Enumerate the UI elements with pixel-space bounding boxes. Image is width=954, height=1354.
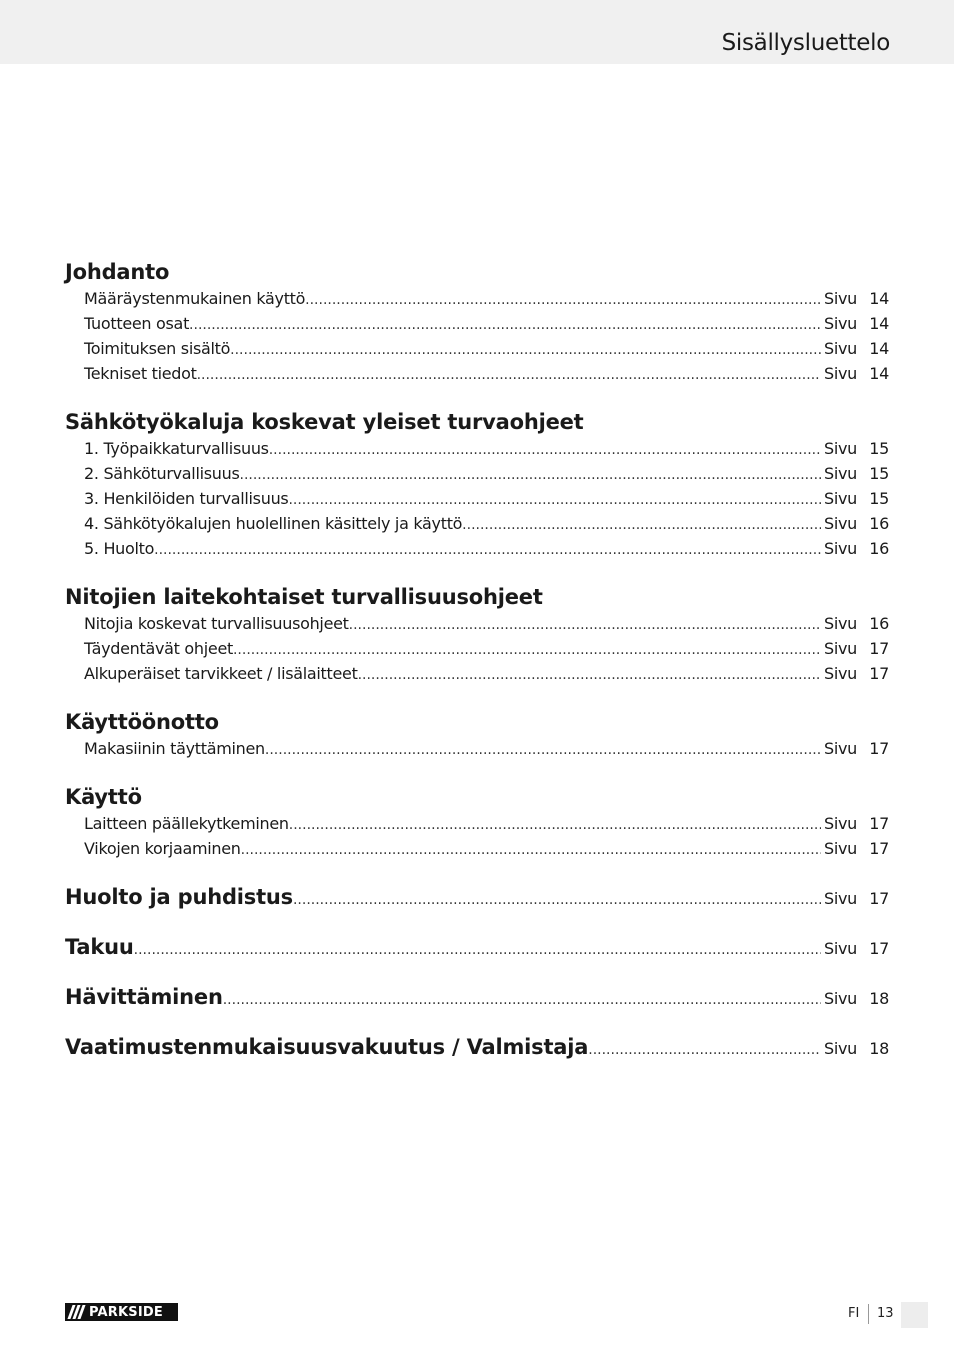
entry-label: Laitteen päällekytkeminen	[84, 814, 289, 833]
page-number: 18	[869, 989, 889, 1008]
entry-label: Hävittäminen	[65, 985, 223, 1009]
dot-leader	[154, 538, 821, 563]
dot-leader	[462, 513, 821, 538]
entry-label: Määräystenmukainen käyttö	[84, 289, 306, 308]
entry-label: 2. Sähköturvallisuus	[84, 464, 240, 483]
page-number: 17	[869, 889, 889, 908]
toc-entry	[65, 611, 889, 636]
table-of-contents	[65, 258, 889, 1083]
page-word: Sivu	[823, 639, 857, 658]
page-word: Sivu	[823, 464, 857, 483]
toc-entry	[65, 536, 889, 561]
toc-entry	[65, 311, 889, 336]
page-number: 15	[869, 464, 889, 483]
dot-leader	[588, 1036, 821, 1064]
toc-entry	[65, 836, 889, 861]
page-number: 17	[869, 639, 889, 658]
dot-leader	[289, 813, 821, 838]
toc-entry	[65, 336, 889, 361]
page-number: 17	[869, 664, 889, 683]
page-number: 16	[869, 539, 889, 558]
page-number: 17	[869, 939, 889, 958]
entry-label: Takuu	[65, 935, 134, 959]
toc-section	[65, 258, 889, 386]
entry-label: Tuotteen osat	[84, 314, 190, 333]
page-number: 14	[869, 364, 889, 383]
toc-section	[65, 408, 889, 561]
page-number: 15	[869, 439, 889, 458]
dot-leader	[233, 638, 821, 663]
page-word: Sivu	[823, 314, 857, 333]
dot-leader	[269, 438, 821, 463]
toc-entry	[65, 461, 889, 486]
language-code: FI	[848, 1306, 860, 1321]
page-number-footer: 13	[877, 1306, 894, 1321]
dot-leader	[293, 886, 821, 914]
page-number: 16	[869, 614, 889, 633]
dot-leader	[197, 363, 821, 388]
dot-leader	[265, 738, 821, 763]
entry-label: 5. Huolto	[84, 539, 155, 558]
entry-label: Makasiinin täyttäminen	[84, 739, 265, 758]
section-heading: Johdanto	[65, 260, 170, 284]
toc-top-entry	[65, 883, 889, 933]
page-word: Sivu	[823, 839, 857, 858]
toc-entry	[65, 811, 889, 836]
entry-label: Nitojia koskevat turvallisuusohjeet	[84, 614, 349, 633]
page-word: Sivu	[823, 889, 857, 908]
page-word: Sivu	[823, 489, 857, 508]
page-word: Sivu	[823, 514, 857, 533]
toc-section	[65, 783, 889, 861]
dot-leader	[240, 463, 821, 488]
dot-leader	[288, 488, 821, 513]
page-number: 14	[869, 314, 889, 333]
toc-entry	[65, 361, 889, 386]
entry-label: 1. Työpaikkaturvallisuus	[84, 439, 269, 458]
toc-entry	[65, 661, 889, 686]
dot-leader	[189, 313, 821, 338]
page-word: Sivu	[823, 939, 857, 958]
section-heading: Käyttöönotto	[65, 710, 219, 734]
entry-label: Huolto ja puhdistus	[65, 885, 293, 909]
page-number: 16	[869, 514, 889, 533]
entry-label: Tekniset tiedot	[84, 364, 197, 383]
page-number: 14	[869, 289, 889, 308]
dot-leader	[223, 986, 821, 1014]
toc-entry	[65, 511, 889, 536]
entry-label: Toimituksen sisältö	[84, 339, 231, 358]
toc-top-entry	[65, 933, 889, 983]
page-number: 18	[869, 1039, 889, 1058]
toc-top-entry	[65, 983, 889, 1033]
page-word: Sivu	[823, 289, 857, 308]
footer-divider	[868, 1304, 869, 1324]
footer-tab-box	[901, 1302, 928, 1328]
dot-leader	[134, 936, 821, 964]
toc-entry	[65, 736, 889, 761]
brand-name: PARKSIDE	[89, 1304, 163, 1320]
dot-leader	[241, 838, 821, 863]
page-title: Sisällysluettelo	[721, 30, 890, 56]
page-word: Sivu	[823, 664, 857, 683]
toc-entry	[65, 286, 889, 311]
page-word: Sivu	[823, 539, 857, 558]
toc-entry	[65, 486, 889, 511]
section-heading: Nitojien laitekohtaiset turvallisuusohjeet	[65, 585, 543, 609]
page-number: 17	[869, 739, 889, 758]
entry-label: 3. Henkilöiden turvallisuus	[84, 489, 289, 508]
dot-leader	[230, 338, 821, 363]
page-word: Sivu	[823, 614, 857, 633]
entry-label: Vaatimustenmukaisuusvakuutus / Valmistaja	[65, 1035, 589, 1059]
brand-logo	[65, 1303, 178, 1321]
dot-leader	[305, 288, 821, 313]
page-word: Sivu	[823, 814, 857, 833]
toc-entry	[65, 636, 889, 661]
dot-leader	[349, 613, 821, 638]
toc-section	[65, 583, 889, 686]
page-number: 14	[869, 339, 889, 358]
entry-label: Vikojen korjaaminen	[84, 839, 241, 858]
toc-top-entry	[65, 1033, 889, 1083]
page-word: Sivu	[823, 989, 857, 1008]
page-number: 17	[869, 814, 889, 833]
page-word: Sivu	[823, 439, 857, 458]
dot-leader	[358, 663, 821, 688]
stripes-icon	[65, 1303, 87, 1321]
section-heading: Sähkötyökaluja koskevat yleiset turvaohjeet	[65, 410, 584, 434]
page-word: Sivu	[823, 364, 857, 383]
entry-label: Täydentävät ohjeet	[84, 639, 233, 658]
page-word: Sivu	[823, 339, 857, 358]
page-word: Sivu	[823, 1039, 857, 1058]
section-heading: Käyttö	[65, 785, 142, 809]
entry-label: 4. Sähkötyökalujen huolellinen käsittely ja käyttö	[84, 514, 463, 533]
entry-label: Alkuperäiset tarvikkeet / lisälaitteet	[84, 664, 358, 683]
page-word: Sivu	[823, 739, 857, 758]
page-number: 15	[869, 489, 889, 508]
toc-entry	[65, 436, 889, 461]
toc-section	[65, 708, 889, 761]
page-number: 17	[869, 839, 889, 858]
